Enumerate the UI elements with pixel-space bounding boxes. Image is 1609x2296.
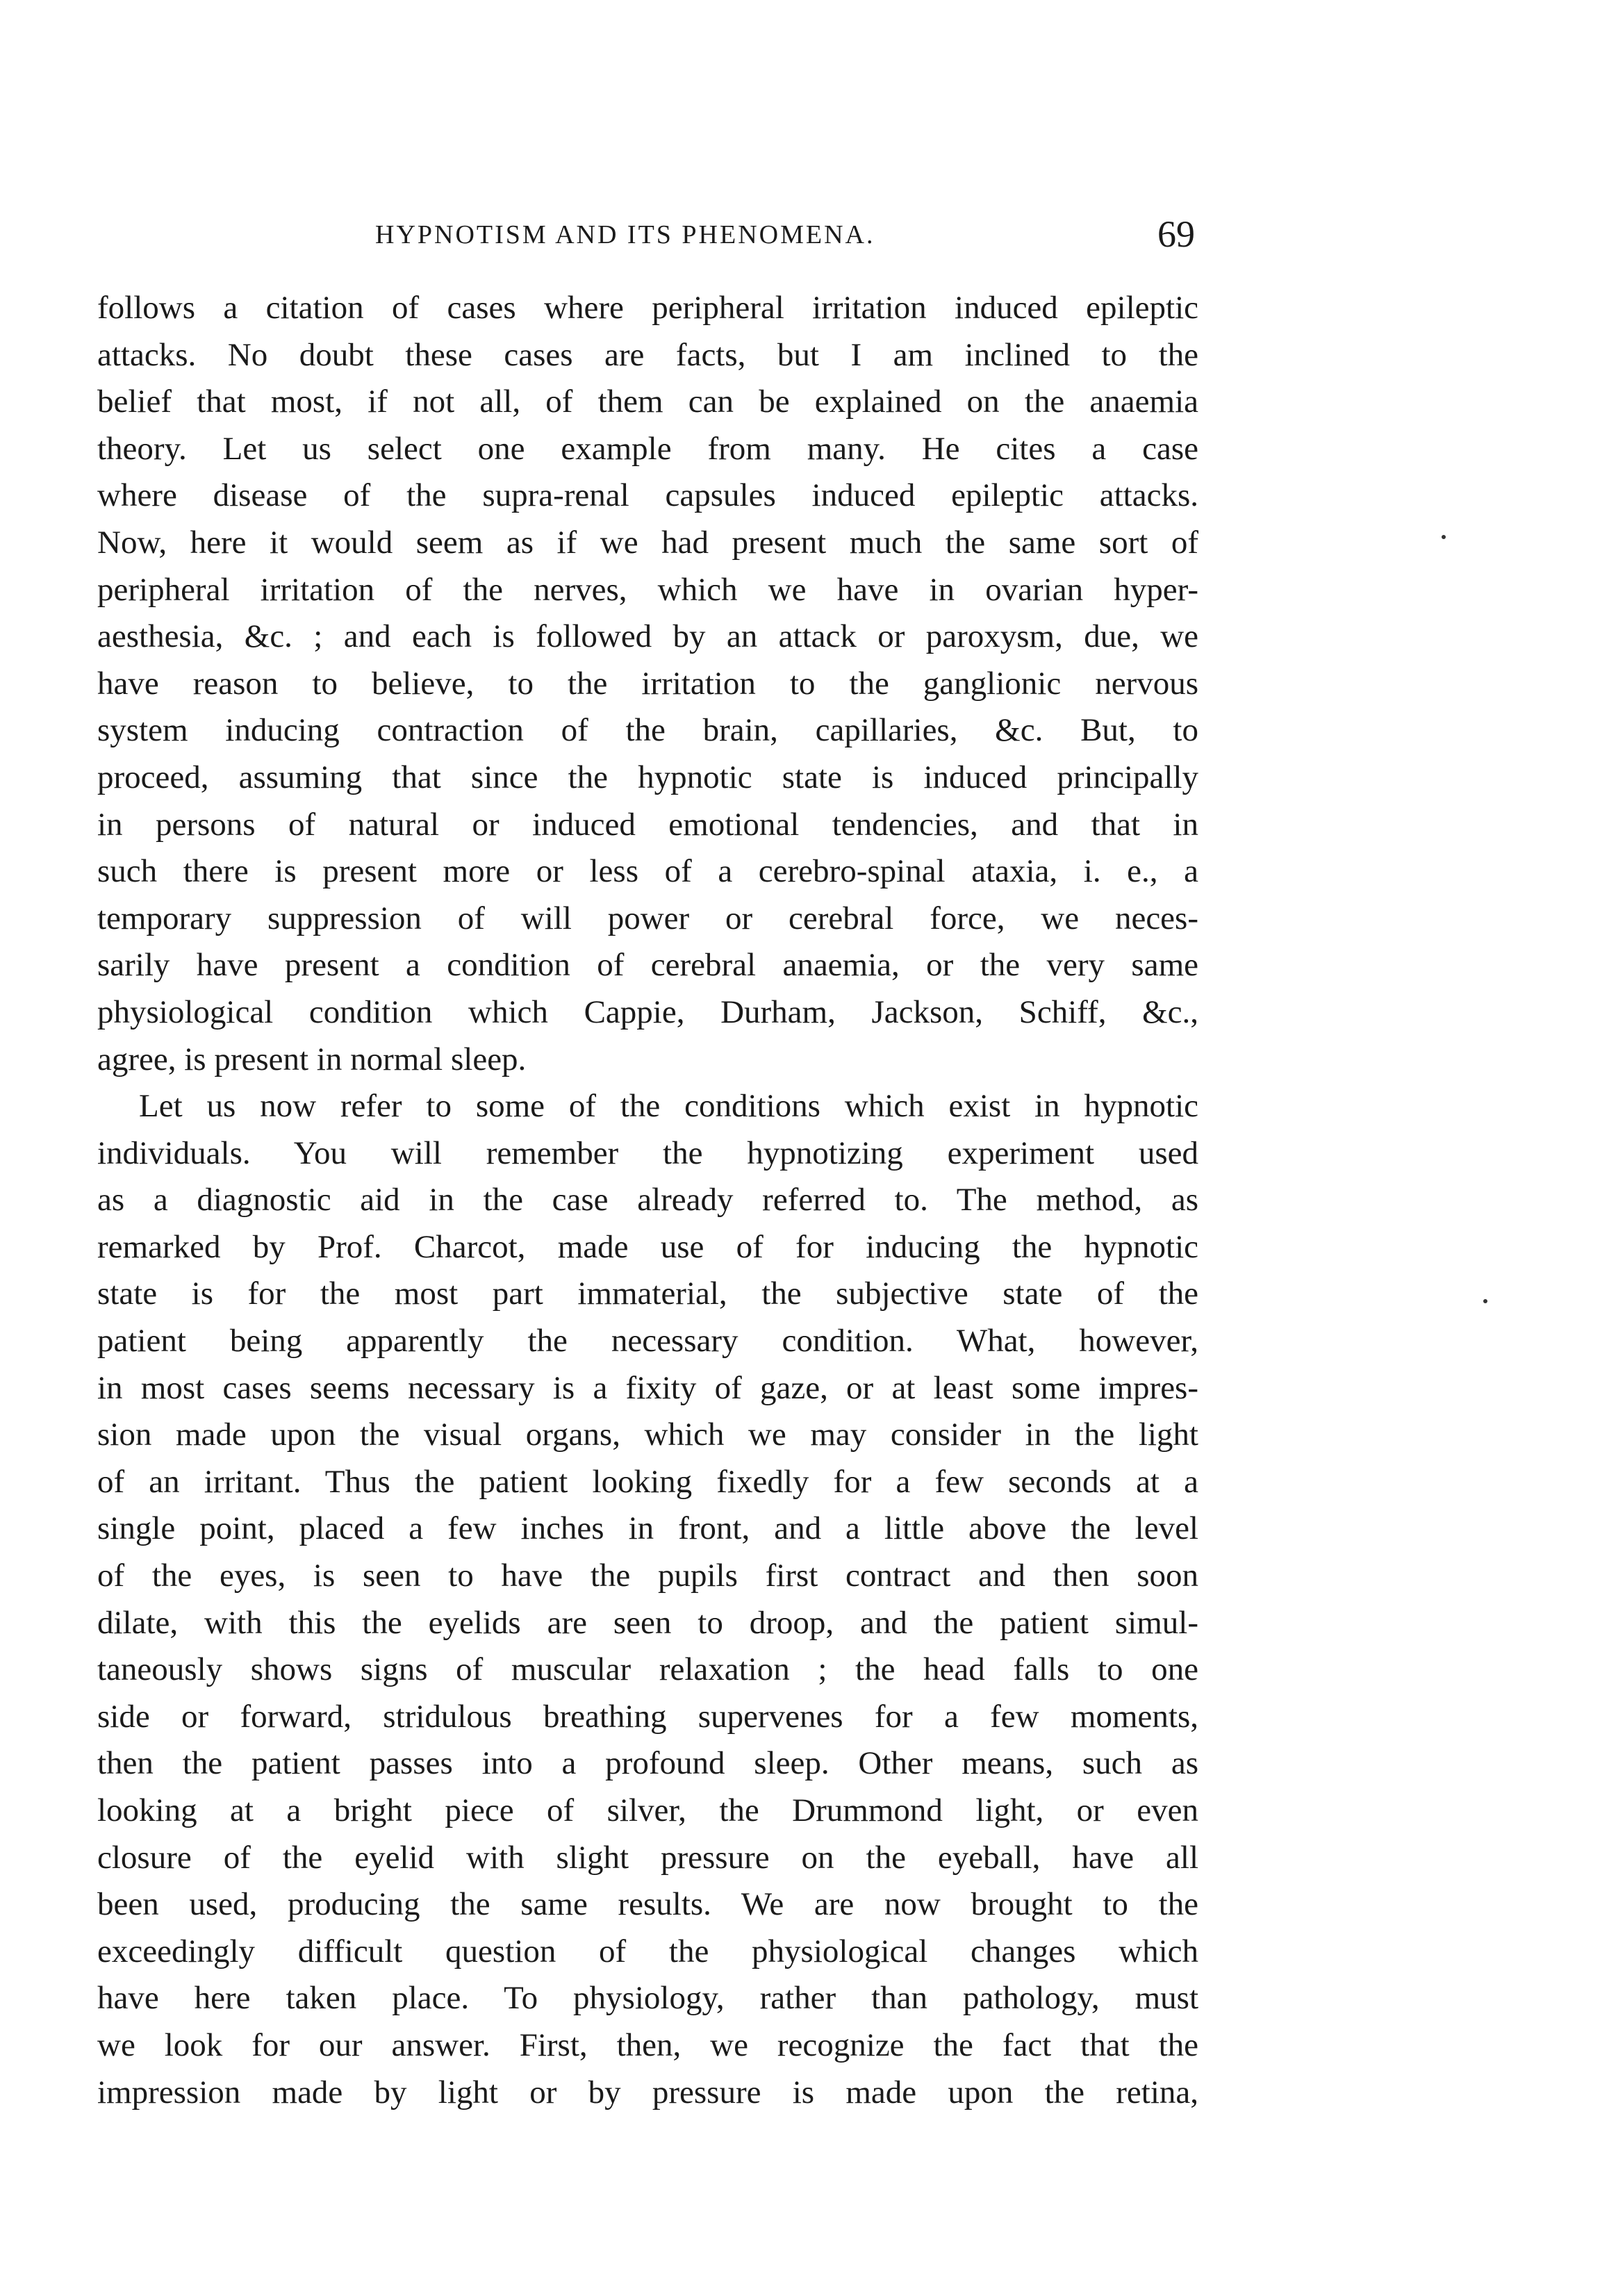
text-line: taneously shows signs of muscular relaxation ; the head falls to one <box>97 1651 1198 1688</box>
text-line: impression made by light or by pressure is made upon the retina, <box>97 2074 1198 2111</box>
text-line: exceedingly difficult question of the physiological changes which <box>97 1933 1198 1969</box>
text-line: patient being apparently the necessary condition. What, however, <box>97 1323 1198 1360</box>
text-line: in persons of natural or induced emotional tendencies, and that in <box>97 806 1198 843</box>
text-line: temporary suppression of will power or cerebral force, we neces- <box>97 900 1198 936</box>
text-line: remarked by Prof. Charcot, made use of for inducing the hypnotic <box>97 1228 1198 1265</box>
text-line: in most cases seems necessary is a fixity of gaze, or at least some impres- <box>97 1369 1198 1406</box>
body-text <box>97 285 1198 2116</box>
text-line: such there is present more or less of a cerebro-spinal ataxia, i. e., a <box>97 853 1198 890</box>
text-line: attacks. No doubt these cases are facts, but I am inclined to the <box>97 336 1198 373</box>
text-line: agree, is present in normal sleep. <box>97 1041 527 1077</box>
text-line: as a diagnostic aid in the case already referred to. The method, as <box>97 1182 1198 1219</box>
text-line: proceed, assuming that since the hypnotic state is induced principally <box>97 759 1198 795</box>
ink-speck <box>1442 535 1446 539</box>
text-line: sion made upon the visual organs, which we may consider in the light <box>97 1417 1198 1453</box>
text-line: of the eyes, is seen to have the pupils first contract and then soon <box>97 1558 1198 1594</box>
text-line: side or forward, stridulous breathing supervenes for a few moments, <box>97 1698 1198 1735</box>
running-head <box>97 213 1195 261</box>
text-line: individuals. You will remember the hypnotizing experiment used <box>97 1134 1198 1171</box>
text-line: closure of the eyelid with slight pressure on the eyeball, have all <box>97 1839 1198 1876</box>
text-line: follows a citation of cases where peripheral irritation induced epileptic <box>97 290 1198 326</box>
text-line: physiological condition which Cappie, Durham, Jackson, Schiff, &c., <box>97 993 1198 1030</box>
text-line: sarily have present a condition of cerebral anaemia, or the very same <box>97 947 1198 984</box>
text-line: of an irritant. Thus the patient looking fixedly for a few seconds at a <box>97 1463 1198 1500</box>
text-line: single point, placed a few inches in front, and a little above the level <box>97 1510 1198 1547</box>
text-line: state is for the most part immaterial, the subjective state of the <box>97 1275 1198 1312</box>
text-line: been used, producing the same results. We are now brought to the <box>97 1886 1198 1923</box>
text-line: belief that most, if not all, of them can be explained on the anaemia <box>97 383 1198 420</box>
ink-speck <box>1483 1299 1487 1303</box>
running-title: HYPNOTISM AND ITS PHENOMENA. <box>375 220 875 249</box>
text-line: where disease of the supra-renal capsules induced epileptic attacks. <box>97 477 1198 514</box>
text-line: have reason to believe, to the irritation to the ganglionic nervous <box>97 665 1198 702</box>
text-line: aesthesia, &c. ; and each is followed by an attack or paroxysm, due, we <box>97 618 1198 655</box>
text-line: then the patient passes into a profound sleep. Other means, such as <box>97 1745 1198 1782</box>
text-line: theory. Let us select one example from many. He cites a case <box>97 430 1198 467</box>
text-line: we look for our answer. First, then, we recognize the fact that the <box>97 2026 1198 2063</box>
text-line: Let us now refer to some of the conditions which exist in hypnotic <box>139 1088 1198 1125</box>
text-line: system inducing contraction of the brain, capillaries, &c. But, to <box>97 712 1198 749</box>
paragraph-1 <box>97 285 1198 1083</box>
page-number: 69 <box>1157 213 1195 255</box>
paragraph-2 <box>97 1083 1198 2116</box>
text-line: have here taken place. To physiology, rather than pathology, must <box>97 1980 1198 2017</box>
text-line: peripheral irritation of the nerves, which we have in ovarian hyper- <box>97 571 1198 608</box>
text-line: dilate, with this the eyelids are seen to droop, and the patient simul- <box>97 1604 1198 1641</box>
text-line: looking at a bright piece of silver, the Drummond light, or even <box>97 1792 1198 1828</box>
text-line: Now, here it would seem as if we had present much the same sort of <box>97 524 1198 561</box>
